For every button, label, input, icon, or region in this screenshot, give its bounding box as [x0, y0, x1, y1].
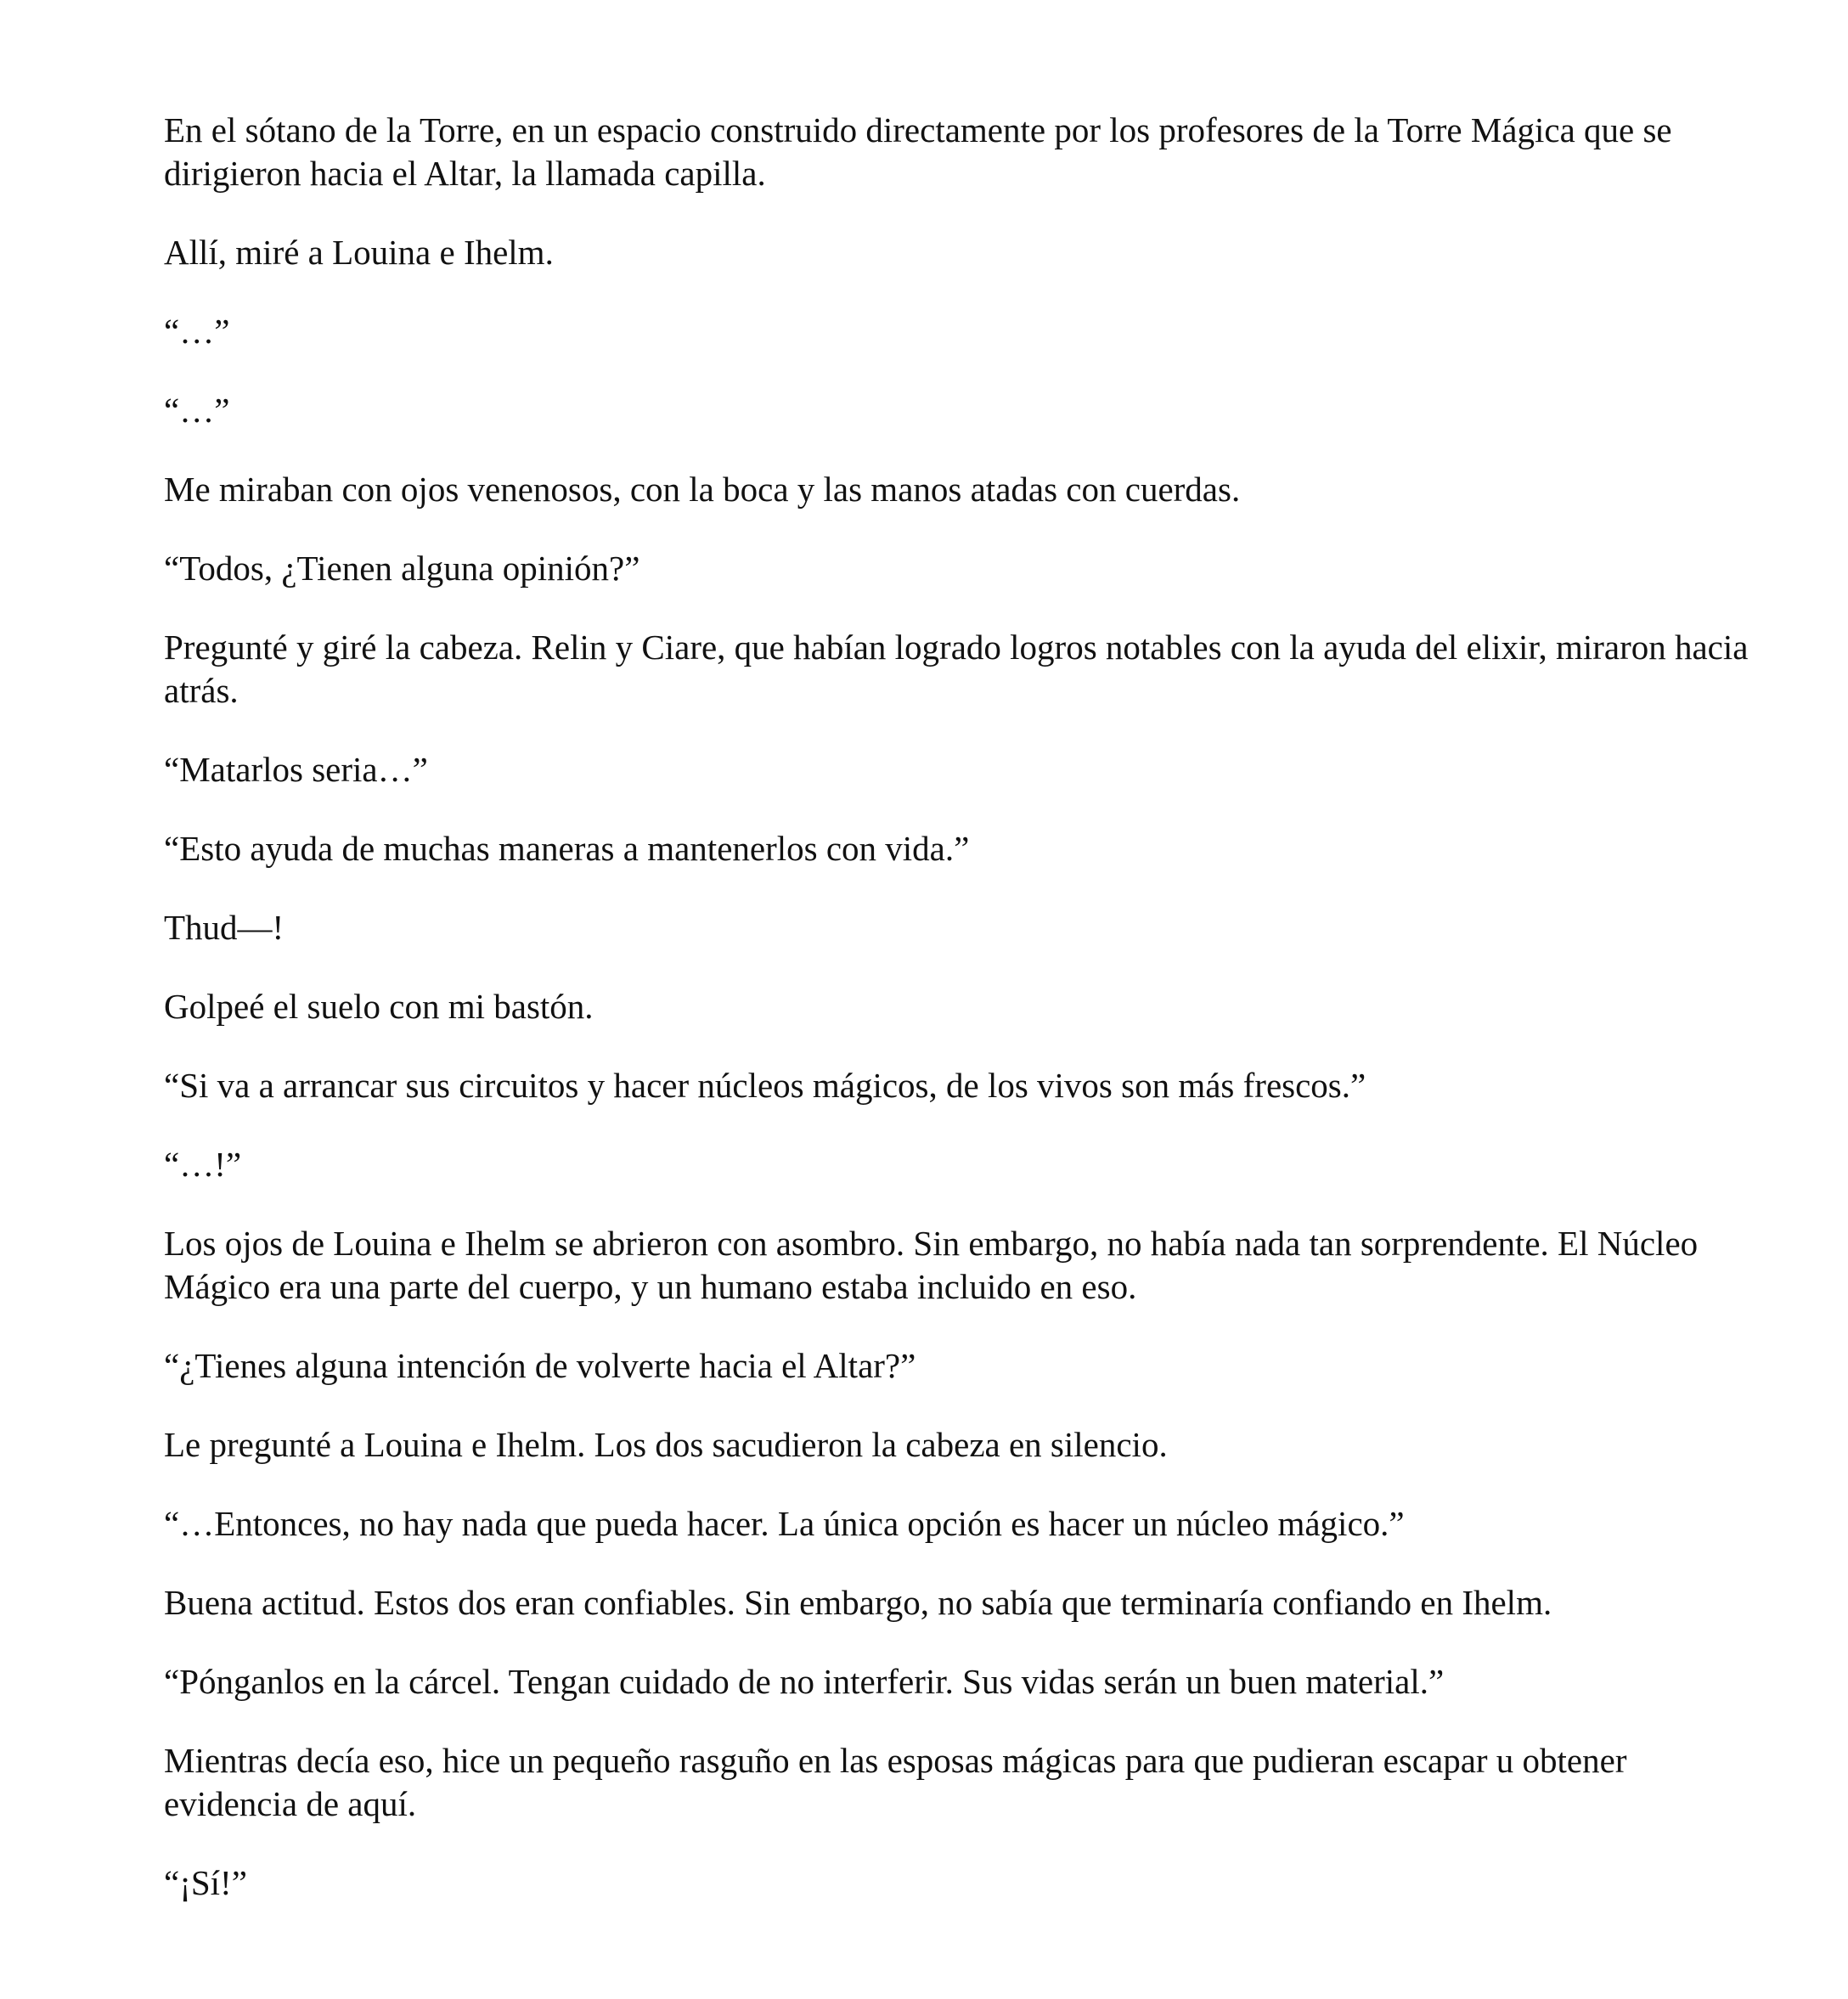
- paragraph: Buena actitud. Estos dos eran confiables. Sin embargo, no sabía que terminaría confiando en Ihelm.: [164, 1583, 1552, 1622]
- paragraph: Los ojos de Louina e Ihelm se abrieron con asombro. Sin embargo, no había nada tan sorprendente. El Núcleo Mágico era una parte del cuerpo, y un humano estaba incluido en eso.: [164, 1224, 1699, 1306]
- paragraph: “¡Sí!”: [164, 1863, 247, 1902]
- paragraph: Pregunté y giré la cabeza. Relin y Ciare, que habían logrado logros notables con la ayuda del elixir, miraron hacia atrás.: [164, 628, 1749, 710]
- paragraph: “Si va a arrancar sus circuitos y hacer núcleos mágicos, de los vivos son más frescos.”: [164, 1066, 1366, 1105]
- paragraph: “…!”: [164, 1145, 242, 1184]
- document-body: [164, 109, 1761, 1940]
- paragraph: “Matarlos seria…”: [164, 750, 428, 789]
- paragraph: Golpeé el suelo con mi bastón.: [164, 987, 594, 1026]
- paragraph: Thud—!: [164, 908, 285, 947]
- paragraph: Le pregunté a Louina e Ihelm. Los dos sacudieron la cabeza en silencio.: [164, 1425, 1168, 1464]
- paragraph: “Pónganlos en la cárcel. Tengan cuidado de no interferir. Sus vidas serán un buen material.”: [164, 1662, 1445, 1701]
- paragraph: “Esto ayuda de muchas maneras a mantenerlos con vida.”: [164, 829, 970, 868]
- paragraph: “Todos, ¿Tienen alguna opinión?”: [164, 549, 640, 588]
- paragraph: Mientras decía eso, hice un pequeño rasguño en las esposas mágicas para que pudieran escapar u obtener evidencia de aquí.: [164, 1741, 1627, 1823]
- paragraph: En el sótano de la Torre, en un espacio construido directamente por los profesores de la Torre Mágica que se dirigieron hacia el Altar, la llamada capilla.: [164, 110, 1672, 193]
- paragraph: Allí, miré a Louina e Ihelm.: [164, 233, 554, 272]
- paragraph: “…”: [164, 391, 230, 430]
- paragraph: Me miraban con ojos venenosos, con la boca y las manos atadas con cuerdas.: [164, 470, 1241, 509]
- paragraph: “…Entonces, no hay nada que pueda hacer. La única opción es hacer un núcleo mágico.”: [164, 1504, 1405, 1543]
- paragraph: “¿Tienes alguna intención de volverte hacia el Altar?”: [164, 1346, 916, 1385]
- paragraph: “…”: [164, 312, 230, 351]
